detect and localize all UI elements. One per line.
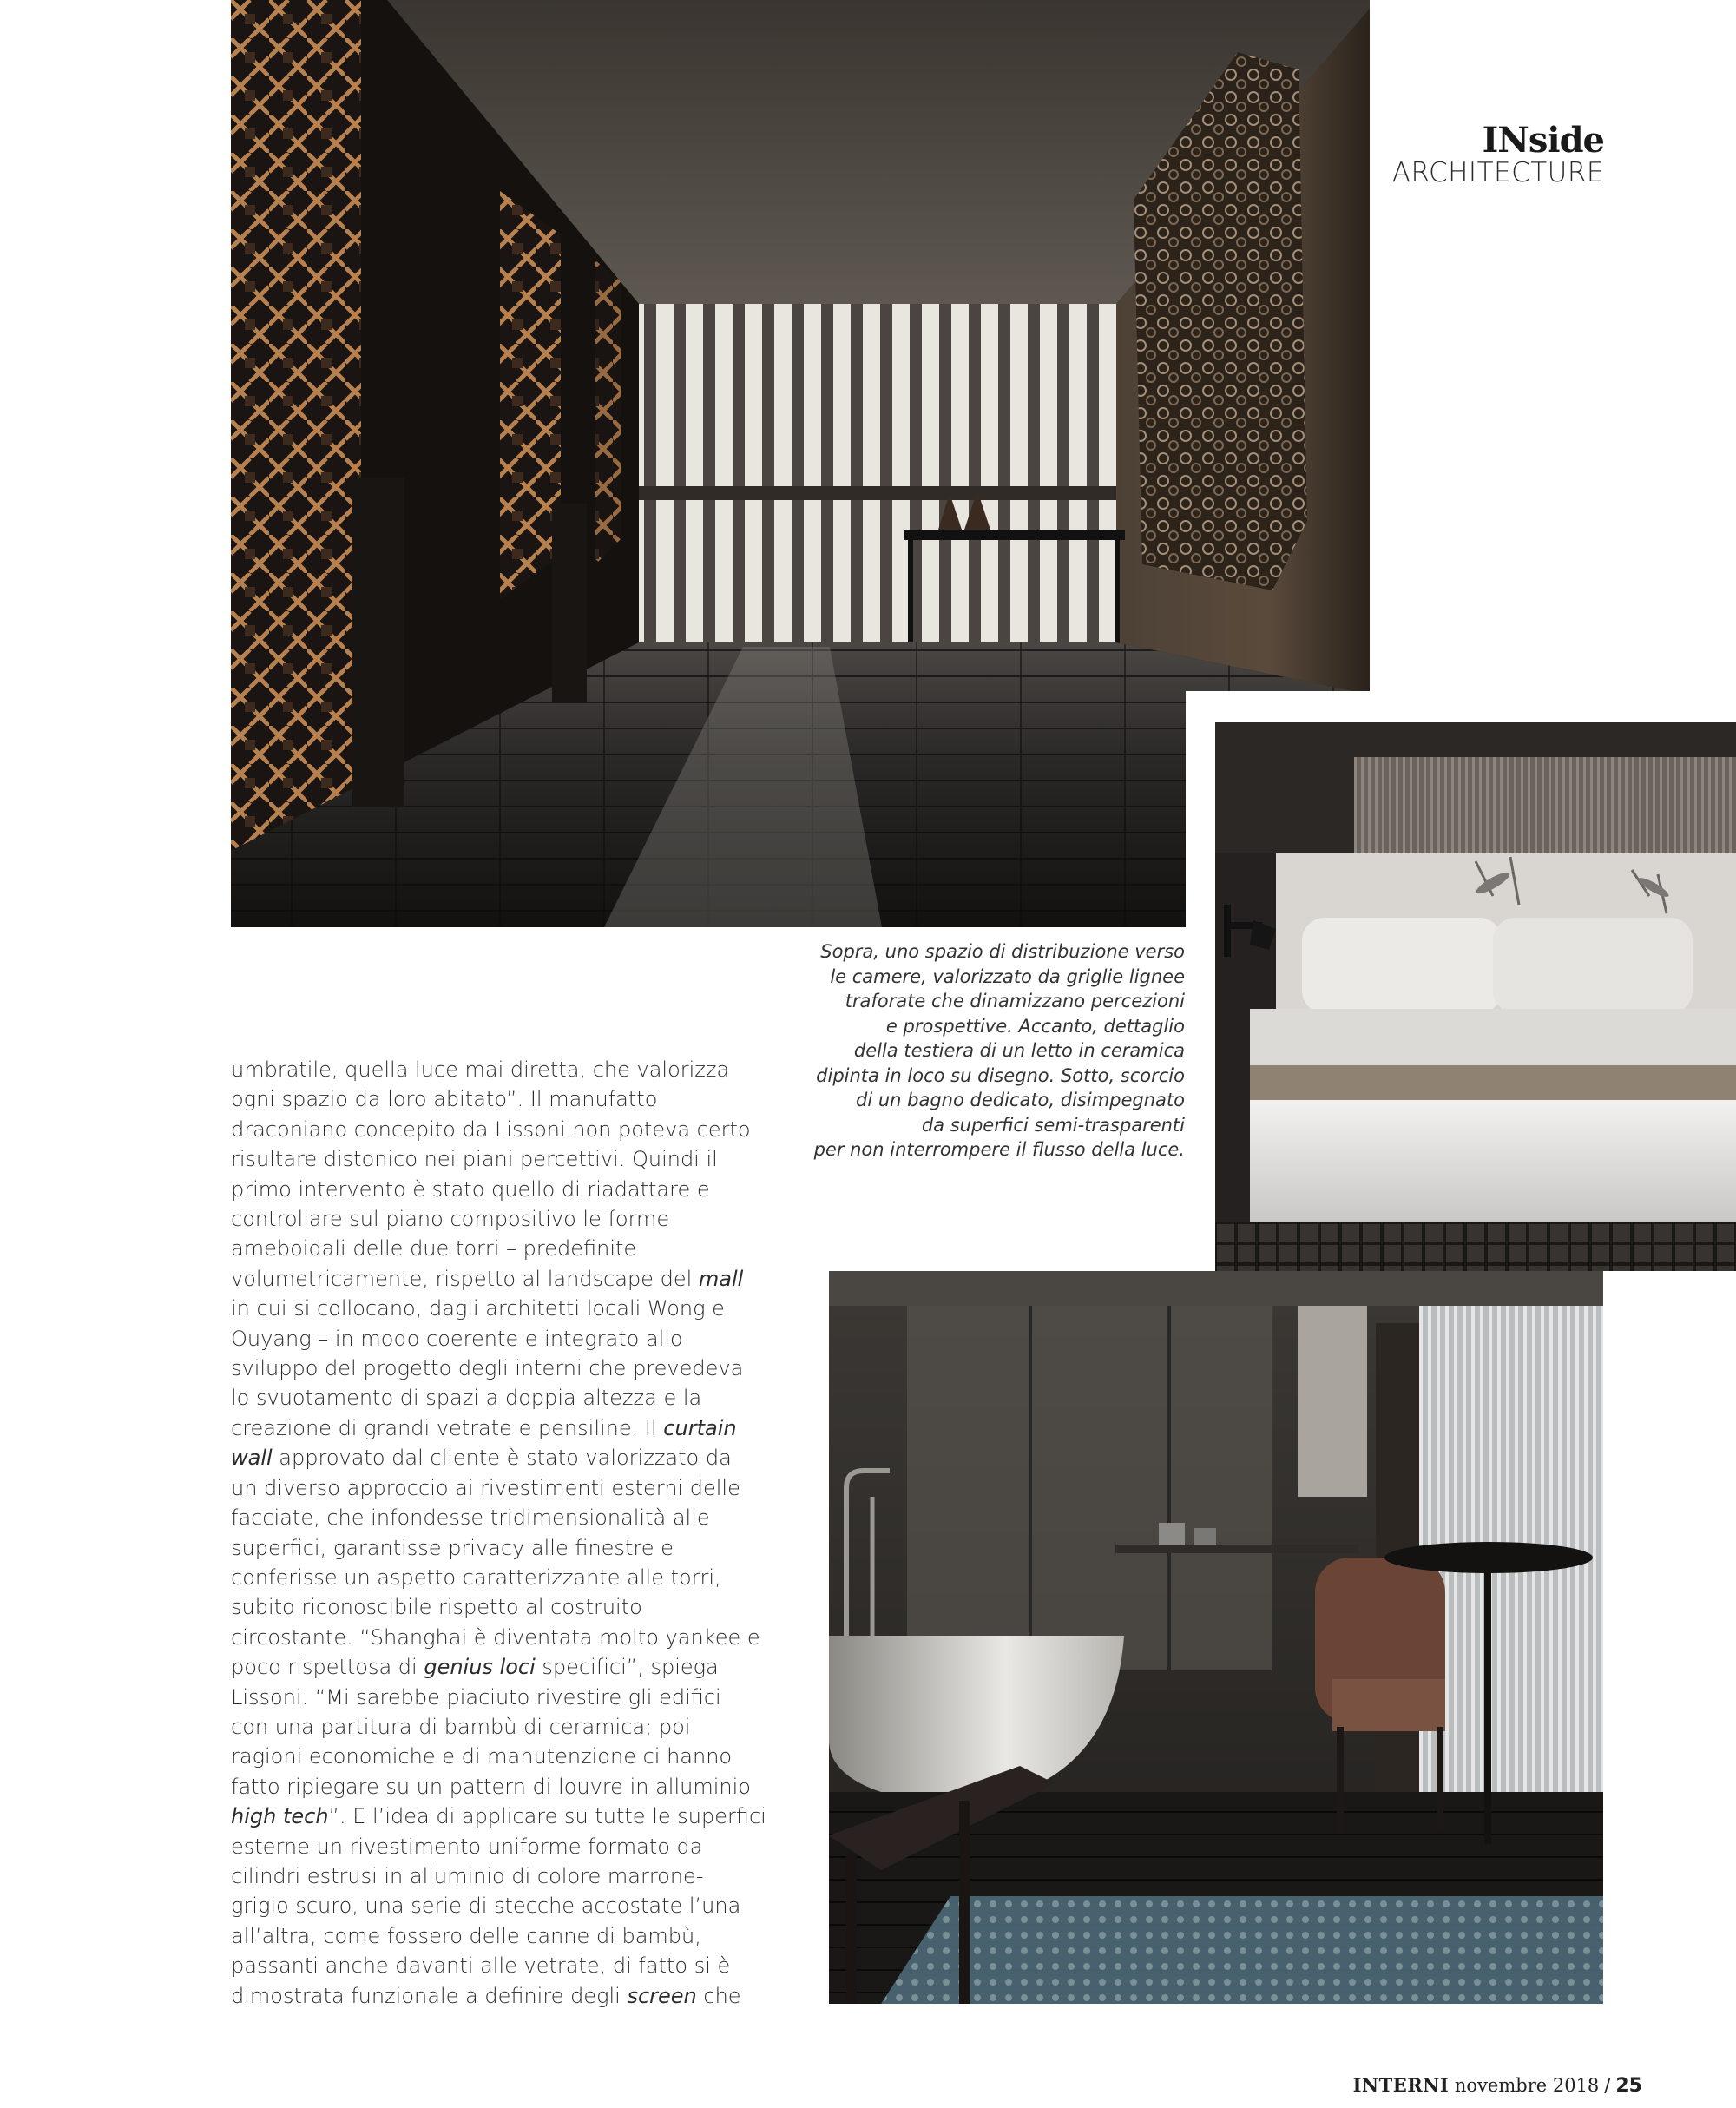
- bedroom-photo: [1215, 722, 1736, 1271]
- body-text-run: volumetricamente, rispetto al landscape del: [231, 1266, 699, 1291]
- body-line: in cui si collocano, dagli architetti locali Wong e: [231, 1296, 725, 1321]
- body-line: superfici, garantisse privacy alle finestre e: [231, 1535, 674, 1560]
- body-italic-run: mall: [698, 1266, 744, 1291]
- section-header: [1391, 120, 1604, 188]
- body-italic-run: screen: [627, 1983, 697, 2008]
- body-line: [231, 1802, 766, 1831]
- caption-line: di un bagno dedicato, disimpegnato: [856, 1090, 1185, 1110]
- caption-line: e prospettive. Accanto, dettaglio: [885, 1015, 1185, 1037]
- footer-separator: /: [1604, 2075, 1611, 2096]
- body-text-run: approvato dal cliente è stato valorizzato da: [272, 1446, 732, 1471]
- body-text-run: poco rispettosa di: [231, 1655, 424, 1680]
- section-subtitle: ARCHITECTURE: [1391, 157, 1604, 188]
- body-line: ragioni economiche e di manutenzione ci hanno: [231, 1744, 733, 1769]
- magazine-name: INTERNI: [1352, 2074, 1450, 2096]
- body-text-run: specifici”, spiega: [535, 1655, 719, 1680]
- body-line: fatto ripiegare su un pattern di louvre in alluminio: [231, 1774, 751, 1799]
- body-text-run: creazione di grandi vetrate e pensiline. Il: [231, 1415, 664, 1440]
- caption-line: traforate che dinamizzano percezioni: [845, 991, 1185, 1011]
- caption-line: le camere, valorizzato da griglie lignee: [830, 965, 1185, 987]
- bedroom-photo-icon: [1215, 722, 1736, 1271]
- caption-line: per non interrompere il flusso della luce.: [813, 1139, 1185, 1160]
- body-text-run: ”. E l’idea di applicare su tutte le superfici: [328, 1804, 766, 1829]
- body-line: subito riconoscibile rispetto al costruito: [231, 1595, 642, 1620]
- body-line: umbratile, quella luce mai diretta, che valorizza: [231, 1057, 730, 1082]
- page-number: 25: [1615, 2075, 1642, 2097]
- body-line: [231, 1264, 752, 1294]
- body-line: circostante. “Shanghai è diventata molto yankee e: [231, 1624, 760, 1650]
- body-italic-run: wall: [231, 1446, 273, 1471]
- body-line: grigio scuro, una serie di stecche accostate l’una: [231, 1894, 741, 1919]
- body-line: ameboidali delle due torri – predefinite: [231, 1236, 637, 1262]
- body-line: [231, 1652, 752, 1682]
- caption-line: Sopra, uno spazio di distribuzione verso: [820, 941, 1185, 962]
- bathroom-photo: [829, 1271, 1603, 2004]
- body-line: conferisse un aspetto caratterizzante alle torri,: [231, 1565, 721, 1590]
- body-line: Ouyang – in modo coerente e integrato allo: [231, 1326, 683, 1351]
- body-line: Lissoni. “Mi sarebbe piaciuto rivestire gli edifici: [231, 1684, 721, 1709]
- body-line: all’altra, come fossero delle canne di bambù,: [231, 1923, 701, 1948]
- body-text-run: dimostrata funzionale a definire degli: [231, 1983, 628, 2008]
- body-line: [231, 1981, 752, 2011]
- body-line: controllare sul piano compositivo le forme: [231, 1207, 670, 1232]
- body-line: con una partitura di bambù di ceramica; poi: [231, 1714, 691, 1739]
- body-line: passanti anche davanti alle vetrate, di fatto si è: [231, 1953, 731, 1979]
- body-line: lo svuotamento di spazi a doppia altezza e la: [231, 1386, 702, 1411]
- body-line: sviluppo del progetto degli interni che prevedeva: [231, 1356, 744, 1381]
- bathroom-photo-icon: [829, 1271, 1603, 2004]
- body-line: ogni spazio da loro abitato”. Il manufatto: [231, 1087, 658, 1112]
- body-italic-run: genius loci: [424, 1655, 536, 1680]
- body-line: primo intervento è stato quello di riadattare e: [231, 1176, 710, 1202]
- body-line: draconiano concepito da Lissoni non poteva certo: [231, 1117, 751, 1142]
- caption-line: della testiera di un letto in ceramica: [853, 1040, 1185, 1061]
- body-line: risultare distonico nei piani percettivi. Quindi il: [231, 1147, 718, 1172]
- caption-line: da superfici semi-trasparenti: [921, 1114, 1185, 1136]
- issue-date: novembre 2018: [1454, 2075, 1600, 2096]
- body-line: [231, 1413, 752, 1443]
- body-line: [231, 1443, 752, 1472]
- section-title: INside: [1482, 120, 1604, 161]
- article-body: [231, 1055, 766, 2011]
- caption-line: dipinta in loco su disegno. Sotto, scorcio: [816, 1064, 1185, 1086]
- body-italic-run: curtain: [663, 1415, 737, 1440]
- body-line: cilindri estrusi in alluminio di colore marrone-: [231, 1863, 704, 1888]
- body-line: un diverso approccio ai rivestimenti esterni delle: [231, 1475, 740, 1500]
- body-line: facciate, che infondesse tridimensionalità alle: [231, 1505, 710, 1531]
- body-text-run: che: [696, 1983, 741, 2008]
- photo-caption: [799, 939, 1185, 1163]
- page-footer: [1353, 2076, 1642, 2096]
- body-italic-run: high tech: [231, 1804, 329, 1829]
- body-line: esterne un rivestimento uniforme formato da: [231, 1834, 703, 1859]
